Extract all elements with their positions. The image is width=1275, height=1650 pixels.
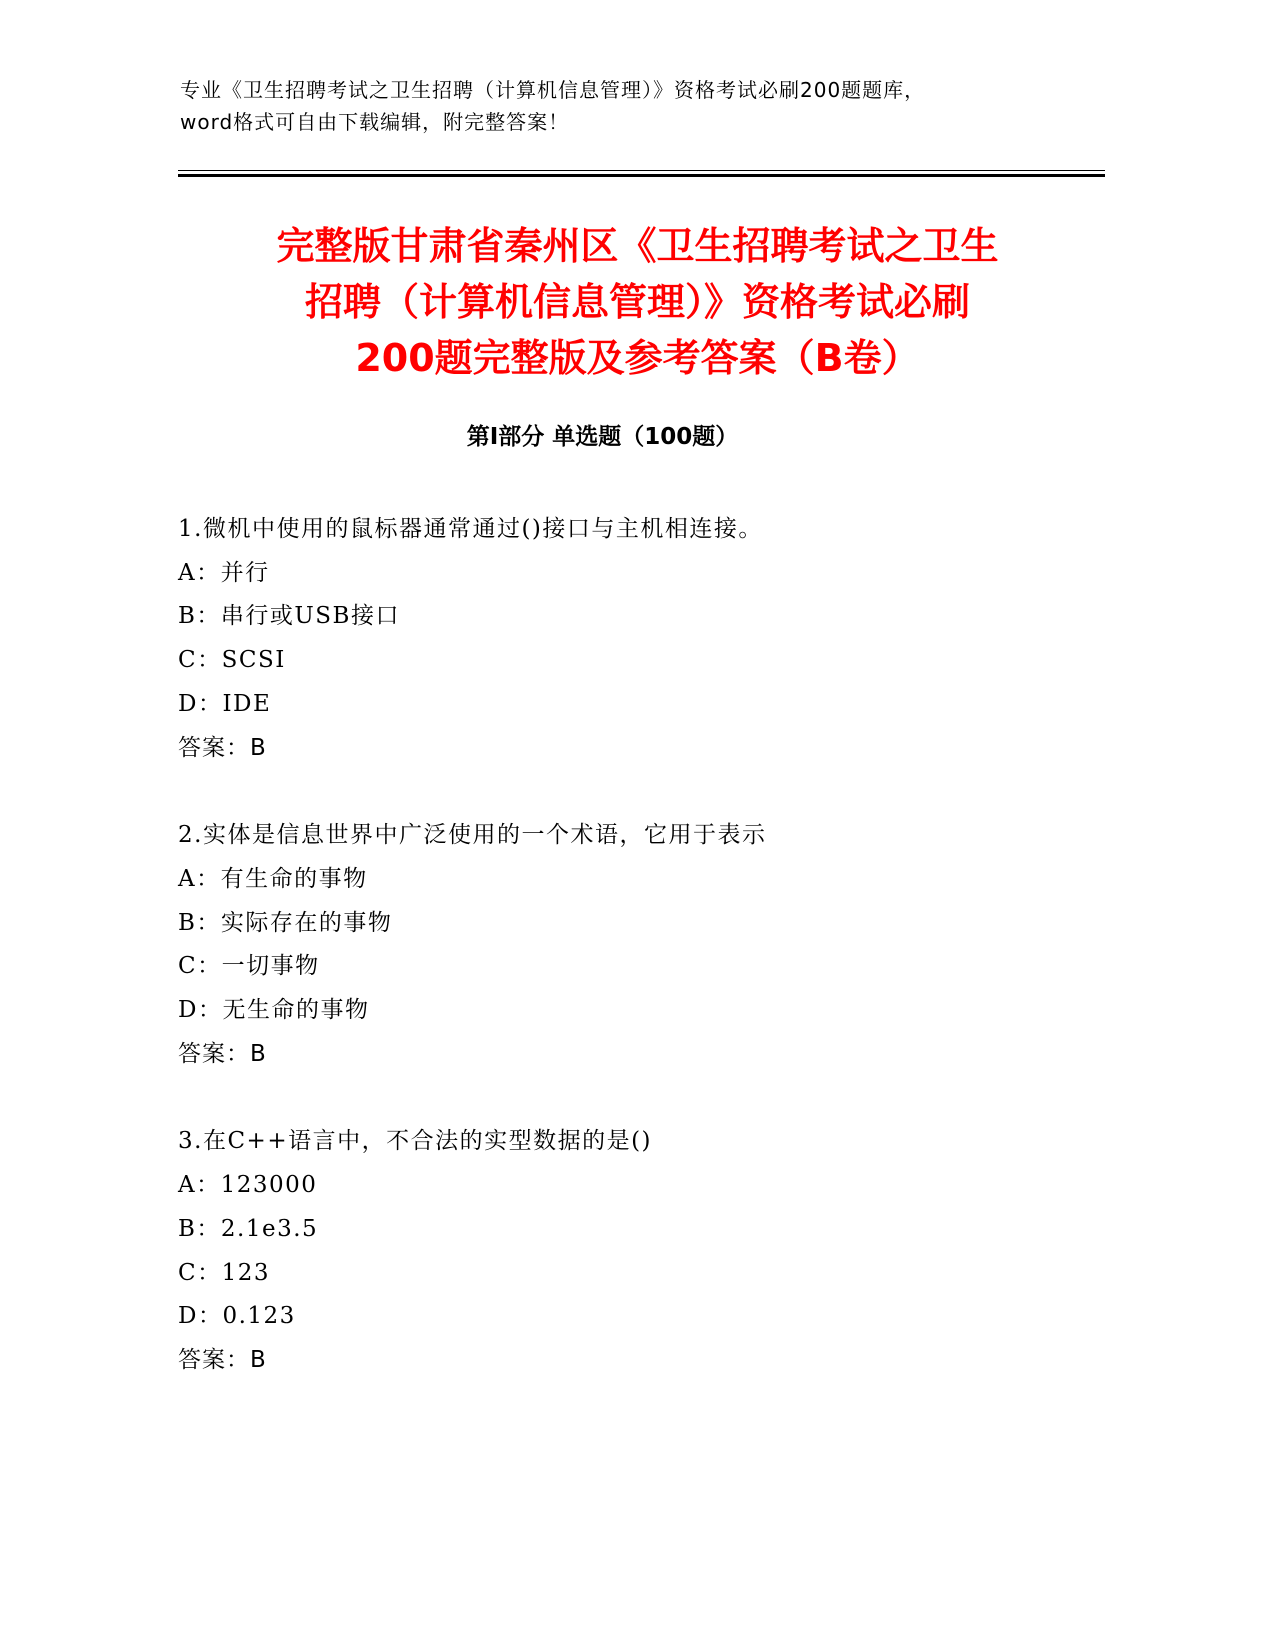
option-b: B：2.1e3.5 [178,1215,319,1242]
question-list [178,508,1108,1427]
option-a: A：并行 [178,559,270,586]
header-note-line-2: word格式可自由下载编辑，附完整答案！ [180,110,570,134]
question-stem: 3.在C++语言中，不合法的实型数据的是() [178,1128,653,1155]
question-stem: 2.实体是信息世界中广泛使用的一个术语，它用于表示 [178,822,767,849]
option-c: C：SCSI [178,647,286,674]
option-a: A：有生命的事物 [178,865,368,892]
header-note [180,74,1100,138]
title-line-1: 完整版甘肃省秦州区《卫生招聘考试之卫生 [276,224,999,268]
header-divider-thin [178,170,1105,171]
section-heading: 第I部分 单选题（100题） [466,424,739,450]
answer: 答案：B [178,1040,267,1067]
option-a: A：123000 [178,1172,318,1199]
option-d: D：IDE [178,690,272,717]
question-2 [178,814,1108,1076]
question-3 [178,1120,1108,1382]
question-1 [178,508,1108,770]
option-b: B：实际存在的事物 [178,909,393,936]
header-note-line-1: 专业《卫生招聘考试之卫生招聘（计算机信息管理）》资格考试必刷200题题库， [180,78,926,102]
question-stem: 1.微机中使用的鼠标器通常通过()接口与主机相连接。 [178,516,763,542]
answer: 答案：B [178,1346,267,1373]
document-title [150,218,1125,386]
title-line-3: 200题完整版及参考答案（B卷） [355,336,920,380]
option-d: D：0.123 [178,1303,296,1330]
option-b: B：串行或USB接口 [178,603,400,630]
title-line-2: 招聘（计算机信息管理）》资格考试必刷 [304,280,970,324]
option-d: D：无生命的事物 [178,997,370,1024]
option-c: C：123 [178,1259,270,1286]
option-c: C：一切事物 [178,953,320,980]
answer: 答案：B [178,734,267,761]
header-divider-thick [178,174,1105,177]
